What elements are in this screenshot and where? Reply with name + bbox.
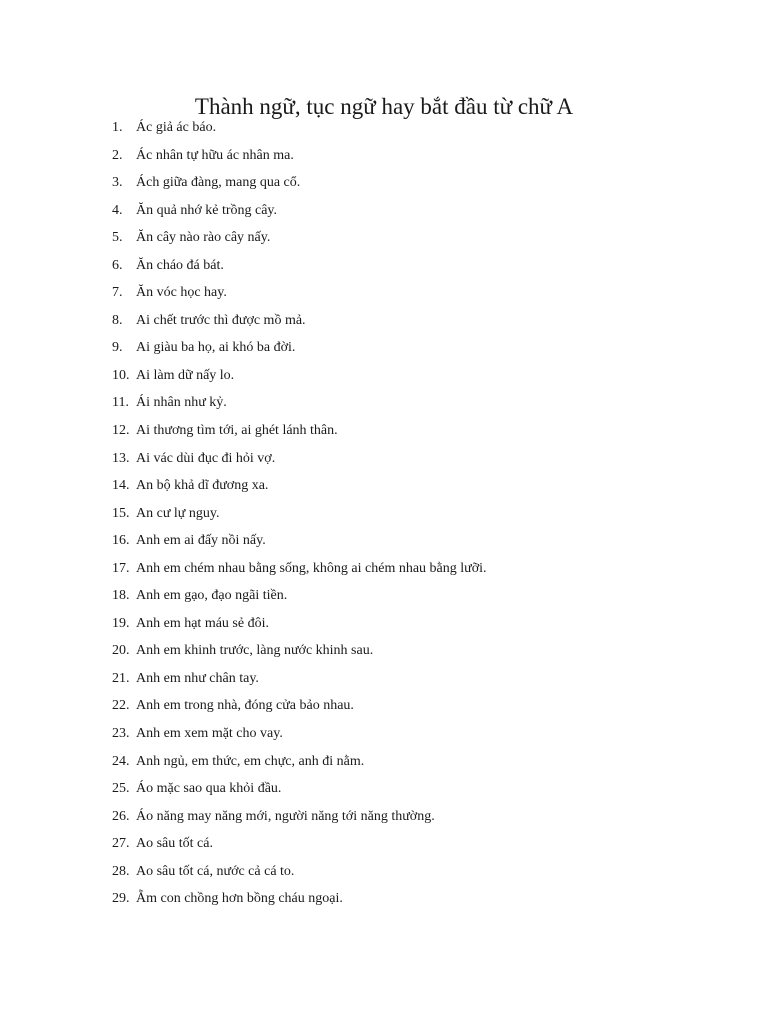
list-item [112,389,487,417]
list-item-text: Anh em xem mặt cho vay. [136,726,283,742]
list-item-number: 7. [112,285,123,301]
list-item-number: 5. [112,230,123,246]
list-item-text: Anh em như chân tay. [136,670,259,686]
list-item [112,445,487,473]
proverb-list [112,114,487,913]
list-item-text: Anh ngủ, em thức, em chực, anh đi nằm. [136,753,365,769]
list-item-text: Ác giả ác báo. [136,120,217,135]
list-item [112,279,487,307]
list-item-text: Ẵm con chồng hơn bồng cháu ngoại. [136,891,343,907]
list-item-text: Ao sâu tốt cá, nước cả cá to. [136,863,295,879]
list-item-number: 9. [112,340,123,356]
list-item-number: 29. [112,891,130,907]
list-item [112,720,487,748]
list-item [112,417,487,445]
list-item-number: 23. [112,726,130,742]
list-item-number: 8. [112,312,123,328]
list-item [112,334,487,362]
list-item [112,224,487,252]
list-item-text: An bộ khả dĩ đương xa. [136,478,269,494]
list-item-number: 28. [112,863,130,879]
list-item [112,197,487,225]
list-item-text: Ái nhân như kỷ. [136,395,227,411]
list-item-text: Ai thương tìm tới, ai ghét lánh thân. [136,423,338,439]
list-item-number: 14. [112,478,130,494]
list-item-number: 26. [112,808,130,824]
list-item-number: 24. [112,753,130,769]
list-item [112,830,487,858]
list-item-text: Ai giàu ba họ, ai khó ba đời. [136,340,296,356]
list-item-text: Ao sâu tốt cá. [136,836,213,852]
list-item-text: Anh em trong nhà, đóng cửa bảo nhau. [136,698,354,714]
list-item-text: Ăn cháo đá bát. [136,257,224,273]
list-item [112,692,487,720]
list-item-number: 22. [112,698,130,714]
list-item-text: Ai làm dữ nấy lo. [136,367,235,383]
list-item-number: 18. [112,588,130,604]
list-item [112,885,487,913]
list-item-text: Áo mặc sao qua khỏi đầu. [136,781,282,797]
page-title: Thành ngữ, tục ngữ hay bắt đầu từ chữ A [194,94,574,119]
list-item [112,527,487,555]
list-item-number: 1. [112,120,123,135]
list-item [112,748,487,776]
list-item [112,169,487,197]
list-item-text: Áo năng may năng mới, người năng tới năng thường. [136,808,435,824]
list-item [112,637,487,665]
list-item-text: Ác nhân tự hữu ác nhân ma. [136,147,294,163]
list-item-number: 11. [112,395,129,411]
list-item-text: An cư lự nguy. [136,505,220,521]
list-item-number: 15. [112,505,130,521]
list-item [112,252,487,280]
list-item [112,114,487,142]
list-item-text: Anh em ai đấy nồi nấy. [136,533,266,549]
list-item [112,307,487,335]
list-item-number: 3. [112,175,123,191]
list-item-text: Ai vác dùi đục đi hỏi vợ. [136,450,276,466]
list-item-text: Ăn vóc học hay. [136,285,227,301]
list-item [112,582,487,610]
list-item [112,472,487,500]
list-item [112,665,487,693]
list-item-number: 25. [112,781,130,797]
list-item [112,362,487,390]
list-item [112,500,487,528]
list-item [112,555,487,583]
list-item-number: 10. [112,367,130,383]
list-item-text: Ăn quả nhớ kẻ trồng cây. [136,202,278,218]
list-item-text: Ai chết trước thì được mồ mả. [136,312,306,328]
list-item-number: 12. [112,423,130,439]
list-item-text: Anh em chém nhau bằng sống, không ai chém nhau bằng lưỡi. [136,560,487,576]
list-item-text: Anh em gạo, đạo ngãi tiền. [136,588,288,604]
list-item-number: 21. [112,670,130,686]
list-item-number: 17. [112,560,130,576]
list-item [112,775,487,803]
list-item [112,803,487,831]
list-item-number: 4. [112,202,123,218]
list-item-number: 16. [112,533,130,549]
list-item-number: 13. [112,450,130,466]
list-item-number: 19. [112,615,130,631]
list-item-number: 2. [112,147,123,163]
list-item-number: 20. [112,643,130,659]
list-item-number: 6. [112,257,123,273]
list-item-number: 27. [112,836,130,852]
list-item-text: Ách giữa đàng, mang qua cổ. [136,175,301,191]
list-item [112,858,487,886]
list-item-text: Anh em hạt máu sẻ đôi. [136,615,269,631]
list-item-text: Ăn cây nào rào cây nấy. [136,230,271,246]
list-item-text: Anh em khinh trước, làng nước khinh sau. [136,643,374,659]
list-item [112,610,487,638]
list-item [112,142,487,170]
